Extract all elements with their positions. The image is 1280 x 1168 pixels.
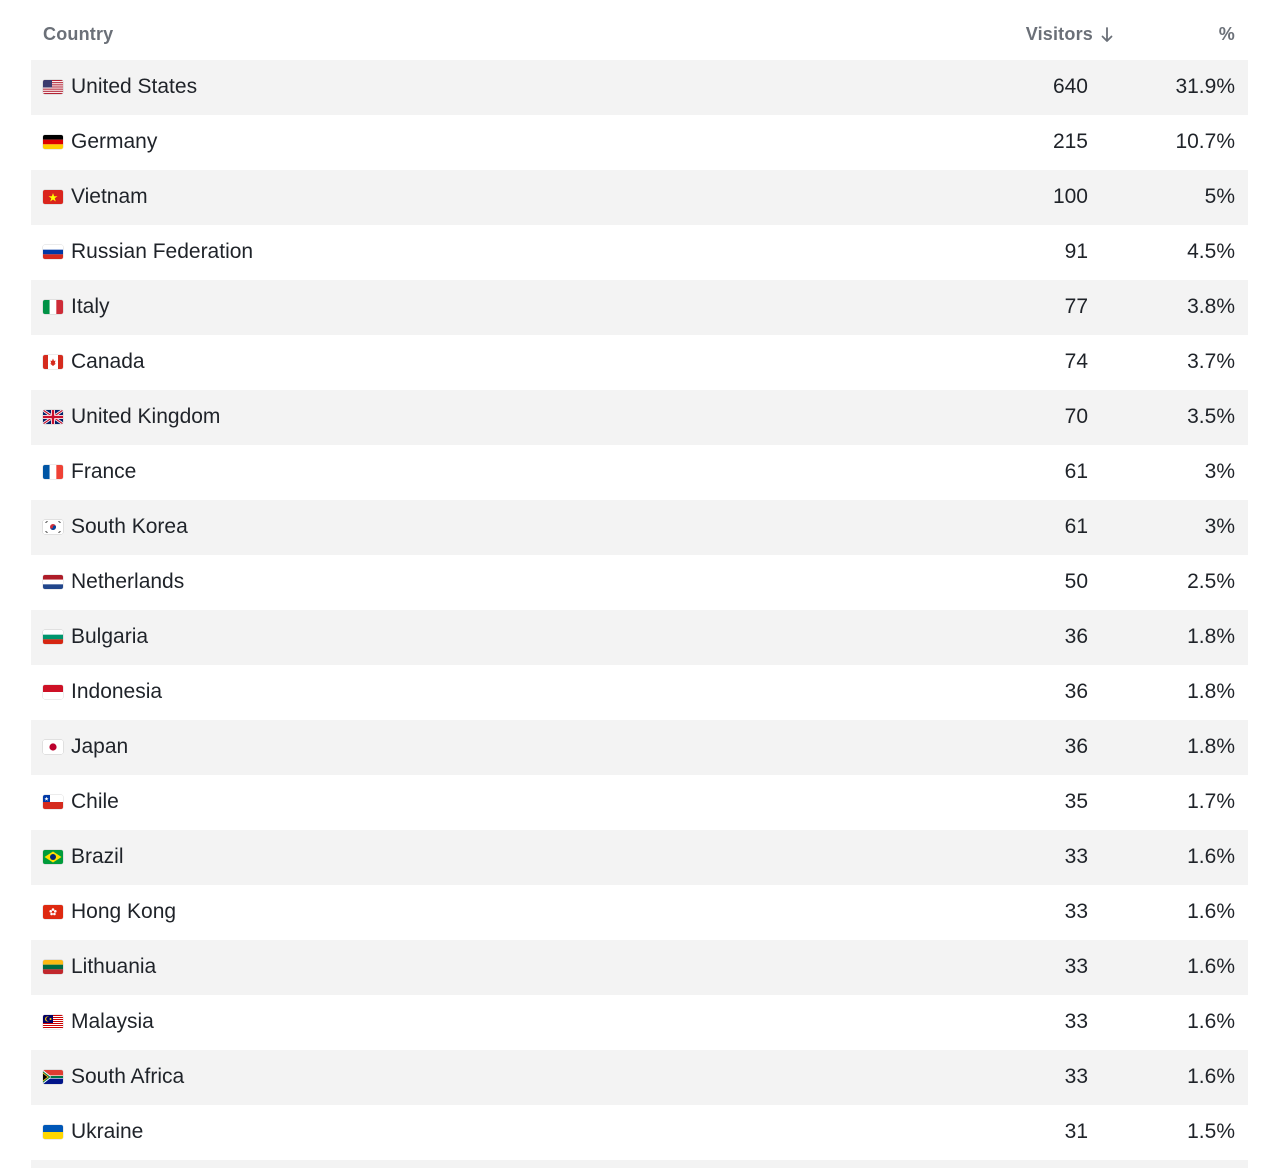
visitors-count: 36 [1064,735,1088,758]
visitors-percent: 1.8% [1187,735,1235,758]
table-header [31,0,1248,60]
table-row[interactable] [31,60,1248,115]
gb-flag-icon [43,410,63,424]
country-name: Vietnam [71,185,148,208]
table-row[interactable] [31,830,1248,885]
bg-flag-icon [43,630,63,644]
country-name: Italy [71,295,110,318]
table-row[interactable] [31,940,1248,995]
visitors-percent: 10.7% [1175,130,1235,153]
table-row[interactable] [31,445,1248,500]
visitors-percent: 1.6% [1187,900,1235,923]
country-name: France [71,460,137,483]
visitors-percent: 5% [1204,185,1235,208]
visitors-count: 50 [1064,570,1088,593]
visitors-percent: 1.8% [1187,625,1235,648]
table-row[interactable] [31,1050,1248,1105]
visitors-percent: 3% [1204,515,1235,538]
visitors-count: 215 [1052,130,1088,153]
visitors-percent: 4.5% [1187,240,1235,263]
table-row-partial[interactable] [31,1160,1248,1168]
country-name: Indonesia [71,680,163,703]
ua-flag-icon [43,1125,63,1139]
ca-flag-icon [43,355,63,369]
visitors-percent: 1.5% [1187,1120,1235,1143]
table-body [31,60,1248,1160]
table-row[interactable] [31,610,1248,665]
visitors-percent: 1.6% [1187,955,1235,978]
country-column-header[interactable]: Country [43,24,114,44]
nl-flag-icon [43,575,63,589]
country-name: Malaysia [71,1010,154,1033]
visitors-percent: 1.6% [1187,845,1235,868]
visitors-count: 640 [1052,75,1088,98]
visitors-count: 35 [1064,790,1088,813]
table-row[interactable] [31,720,1248,775]
visitors-count: 61 [1064,515,1088,538]
table-row[interactable] [31,115,1248,170]
table-row[interactable] [31,775,1248,830]
lt-flag-icon [43,960,63,974]
de-flag-icon [43,135,63,149]
table-row[interactable] [31,500,1248,555]
table-row[interactable] [31,555,1248,610]
visitors-count: 36 [1064,680,1088,703]
visitors-count: 70 [1064,405,1088,428]
table-row[interactable] [31,995,1248,1050]
country-name: Ukraine [71,1120,144,1143]
visitors-percent: 1.6% [1187,1065,1235,1088]
country-name: Brazil [71,845,124,868]
vn-flag-icon [43,190,63,204]
jp-flag-icon [43,740,63,754]
visitors-percent: 1.6% [1187,1010,1235,1033]
visitors-count: 61 [1064,460,1088,483]
visitors-percent: 3.8% [1187,295,1235,318]
country-name: Japan [71,735,129,758]
kr-flag-icon [43,520,63,534]
us-flag-icon [43,80,63,94]
it-flag-icon [43,300,63,314]
visitors-column-header[interactable] [1026,24,1113,45]
table-row[interactable] [31,225,1248,280]
table-row[interactable] [31,335,1248,390]
visitors-count: 33 [1064,1010,1088,1033]
visitors-count: 33 [1064,955,1088,978]
visitors-count: 33 [1064,900,1088,923]
country-name: Germany [71,130,158,153]
countries-table [31,0,1248,1168]
country-name: Chile [71,790,119,813]
country-name: Canada [71,350,145,373]
visitors-percent: 1.8% [1187,680,1235,703]
table-row[interactable] [31,665,1248,720]
br-flag-icon [43,850,63,864]
country-name: Bulgaria [71,625,149,648]
visitors-count: 33 [1064,1065,1088,1088]
my-flag-icon [43,1015,63,1029]
percent-column-header[interactable]: % [1218,24,1235,44]
visitors-count: 91 [1064,240,1088,263]
visitors-percent: 3% [1204,460,1235,483]
za-flag-icon [43,1070,63,1084]
table-row[interactable] [31,280,1248,335]
visitors-percent: 1.7% [1187,790,1235,813]
country-name: South Korea [71,515,188,538]
country-name: United States [71,75,198,98]
visitors-percent: 31.9% [1175,75,1235,98]
fr-flag-icon [43,465,63,479]
visitors-count: 100 [1052,185,1088,208]
country-name: Hong Kong [71,900,177,923]
visitors-percent: 3.5% [1187,405,1235,428]
country-name: Russian Federation [71,240,254,263]
cl-flag-icon [43,795,63,809]
country-name: South Africa [71,1065,185,1088]
id-flag-icon [43,685,63,699]
visitors-percent: 3.7% [1187,350,1235,373]
ru-flag-icon [43,245,63,259]
visitors-count: 31 [1064,1120,1088,1143]
visitors-count: 33 [1064,845,1088,868]
visitors-percent: 2.5% [1187,570,1235,593]
hk-flag-icon [43,905,63,919]
visitors-count: 74 [1064,350,1088,373]
visitors-count: 36 [1064,625,1088,648]
country-name: United Kingdom [71,405,221,428]
visitors-count: 77 [1064,295,1088,318]
table-row[interactable] [31,885,1248,940]
country-name: Netherlands [71,570,185,593]
country-name: Lithuania [71,955,157,978]
table-row[interactable] [31,1105,1248,1160]
visitors-column-label: Visitors [1025,24,1093,44]
table-row[interactable] [31,170,1248,225]
table-row[interactable] [31,390,1248,445]
arrow-down-icon [1101,27,1113,43]
